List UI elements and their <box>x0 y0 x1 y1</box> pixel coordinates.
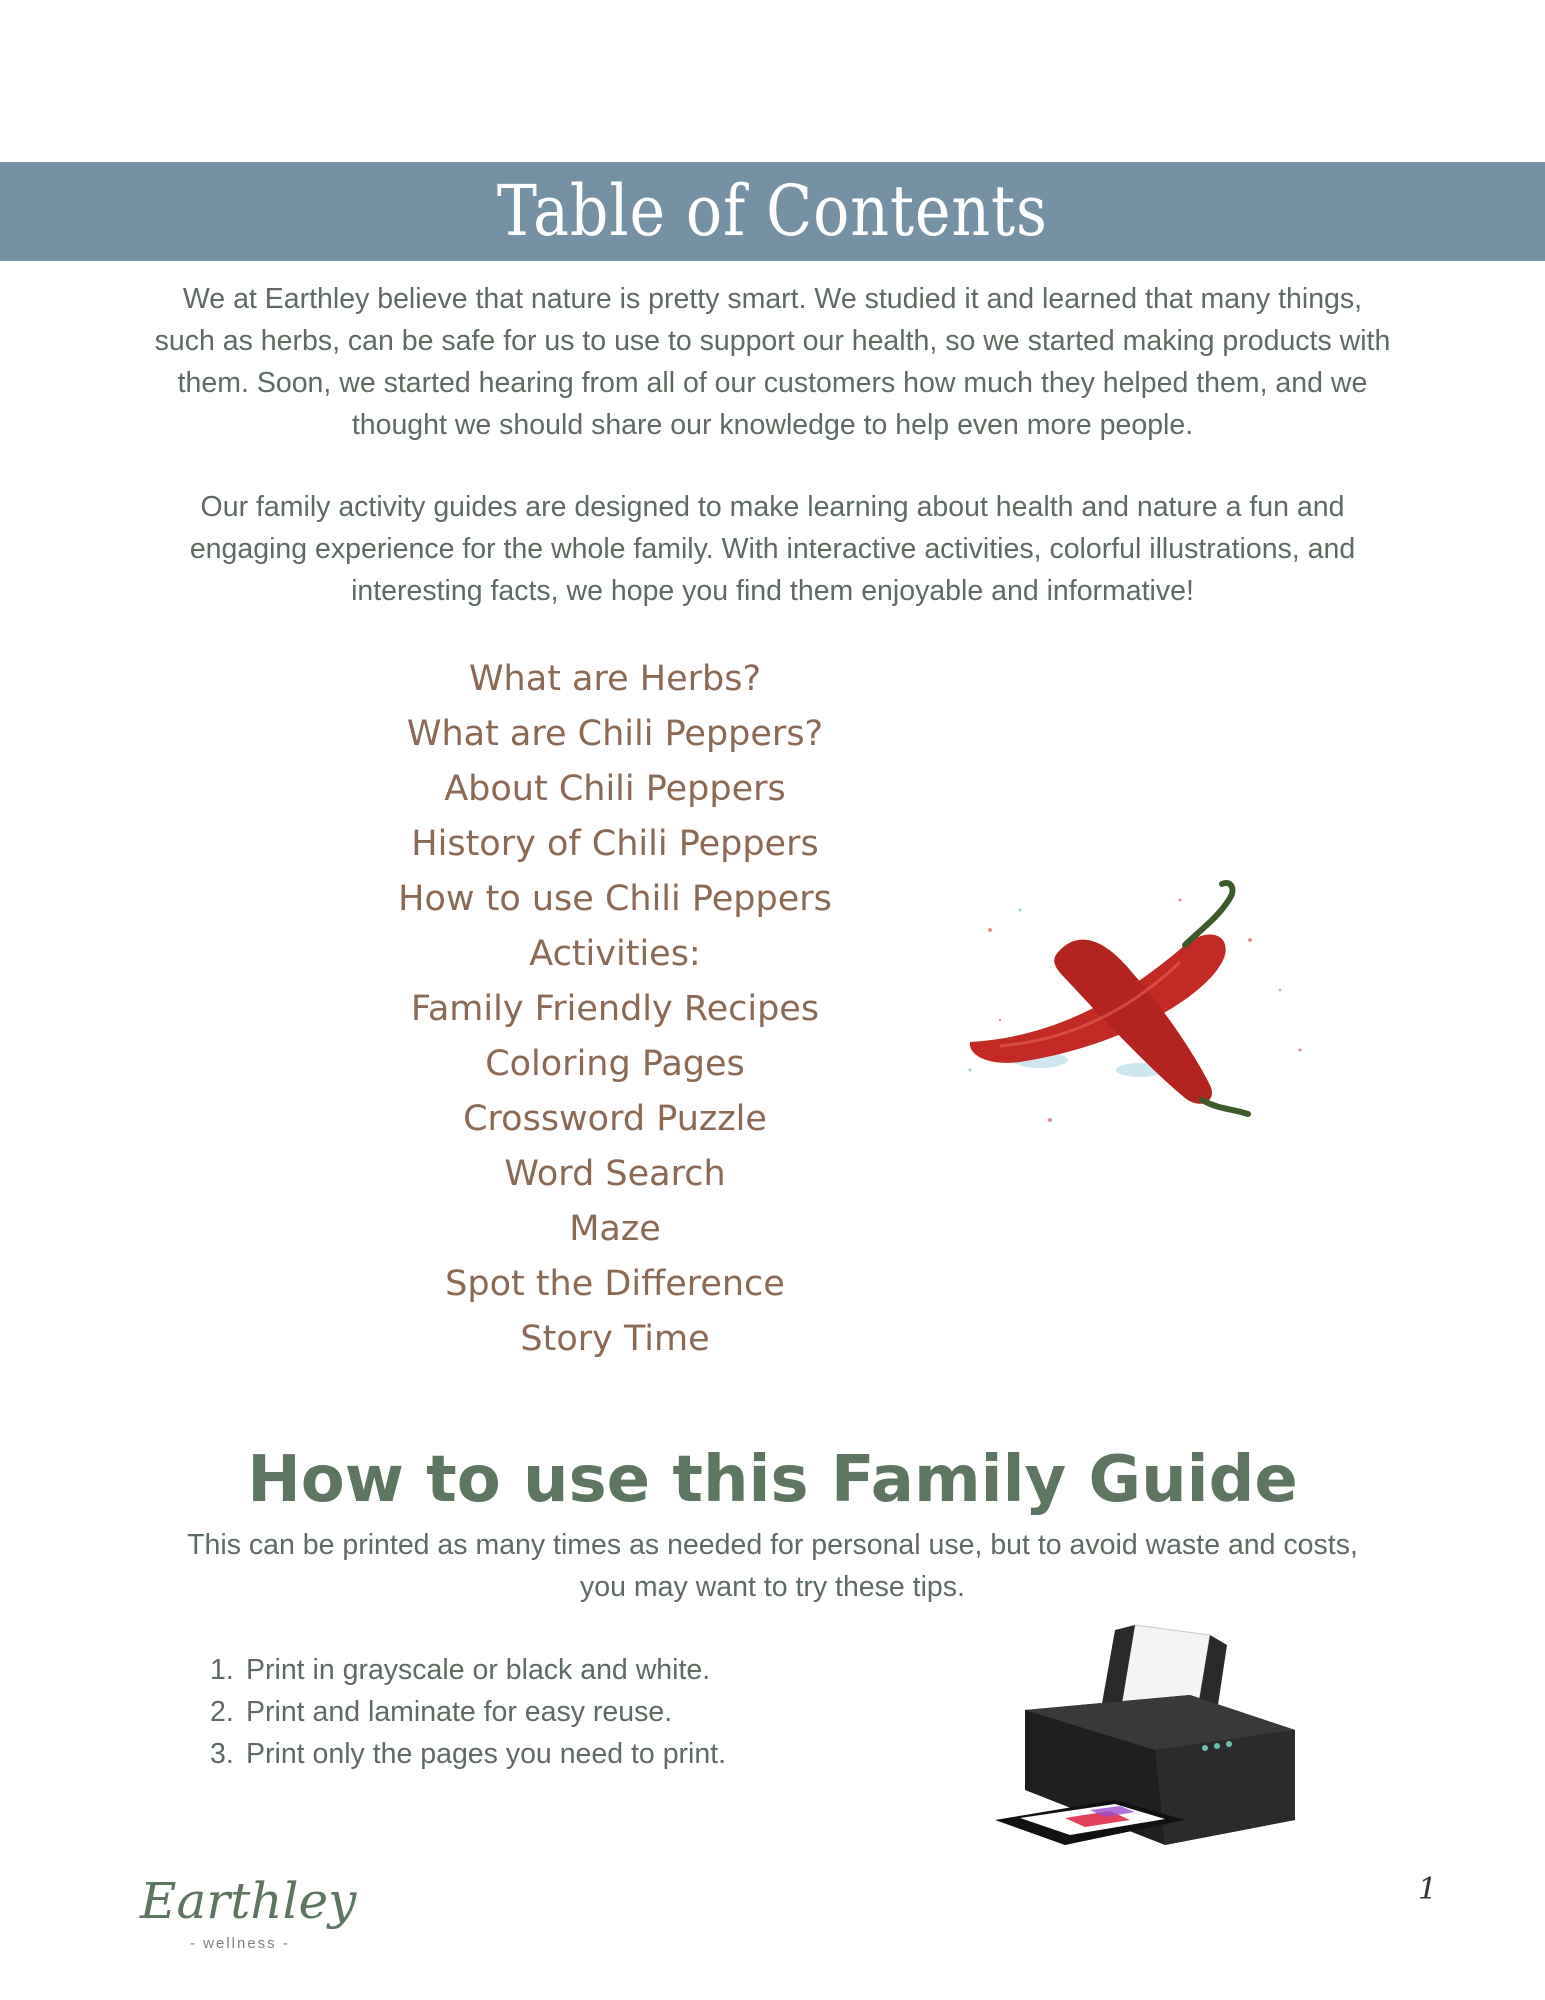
list-text: Print only the pages you need to print. <box>246 1738 727 1770</box>
toc-item[interactable]: How to use Chili Peppers <box>398 879 832 919</box>
list-text: Print in grayscale or black and white. <box>246 1654 711 1686</box>
chili-peppers-illustration <box>930 870 1330 1170</box>
list-item <box>210 1691 726 1733</box>
family-guide-heading: How to use this Family Guide <box>247 1443 1298 1517</box>
earthley-logo <box>130 1860 370 1960</box>
list-number: 3. <box>210 1738 234 1770</box>
page-title: Table of Contents <box>497 170 1048 252</box>
title-banner <box>0 162 1545 261</box>
intro-text-2: Our family activity guides are designed to make learning about health and nature a fun and engaging experience for the whole family. With interactive activities, colorful illustrations, and interesting facts, we hope you find them enjoyable and informative! <box>189 491 1356 607</box>
list-text: Print and laminate for easy reuse. <box>246 1696 673 1728</box>
family-guide-text: This can be printed as many times as needed for personal use, but to avoid waste and costs, you may want to try these tips. <box>187 1529 1358 1603</box>
list-item <box>210 1733 726 1775</box>
toc-item[interactable]: Maze <box>569 1209 661 1249</box>
intro-paragraph-1 <box>150 278 1395 446</box>
intro-paragraph-2 <box>150 486 1395 612</box>
list-item <box>210 1649 726 1691</box>
toc-item[interactable]: Crossword Puzzle <box>463 1099 767 1139</box>
toc-item[interactable]: Word Search <box>504 1154 726 1194</box>
toc-item[interactable]: Spot the Difference <box>445 1264 785 1304</box>
printing-tips-list <box>210 1649 726 1775</box>
logo-subtext: - wellness - <box>190 1935 290 1952</box>
intro-text-1: We at Earthley believe that nature is pretty smart. We studied it and learned that many things, such as herbs, can be safe for us to use to support our health, so we started making products with them. Soon, we started hearing from all of our customers how much they helped them, and we thought we should share our knowledge to help even more people. <box>154 283 1391 441</box>
list-number: 1. <box>210 1654 234 1686</box>
toc-item[interactable]: What are Chili Peppers? <box>406 714 824 754</box>
logo-wordmark: Earthley <box>140 1872 357 1930</box>
page-number: 1 <box>1418 1872 1438 1907</box>
printer-illustration <box>995 1620 1315 1860</box>
toc-item[interactable]: History of Chili Peppers <box>411 824 819 864</box>
toc-item[interactable]: Family Friendly Recipes <box>410 989 820 1029</box>
list-number: 2. <box>210 1696 234 1728</box>
toc-item[interactable]: Coloring Pages <box>485 1044 745 1084</box>
table-of-contents <box>380 652 850 1367</box>
toc-item[interactable]: What are Herbs? <box>468 659 762 699</box>
toc-item[interactable]: About Chili Peppers <box>444 769 786 809</box>
toc-item[interactable]: Activities: <box>529 934 701 974</box>
toc-item[interactable]: Story Time <box>520 1319 710 1359</box>
